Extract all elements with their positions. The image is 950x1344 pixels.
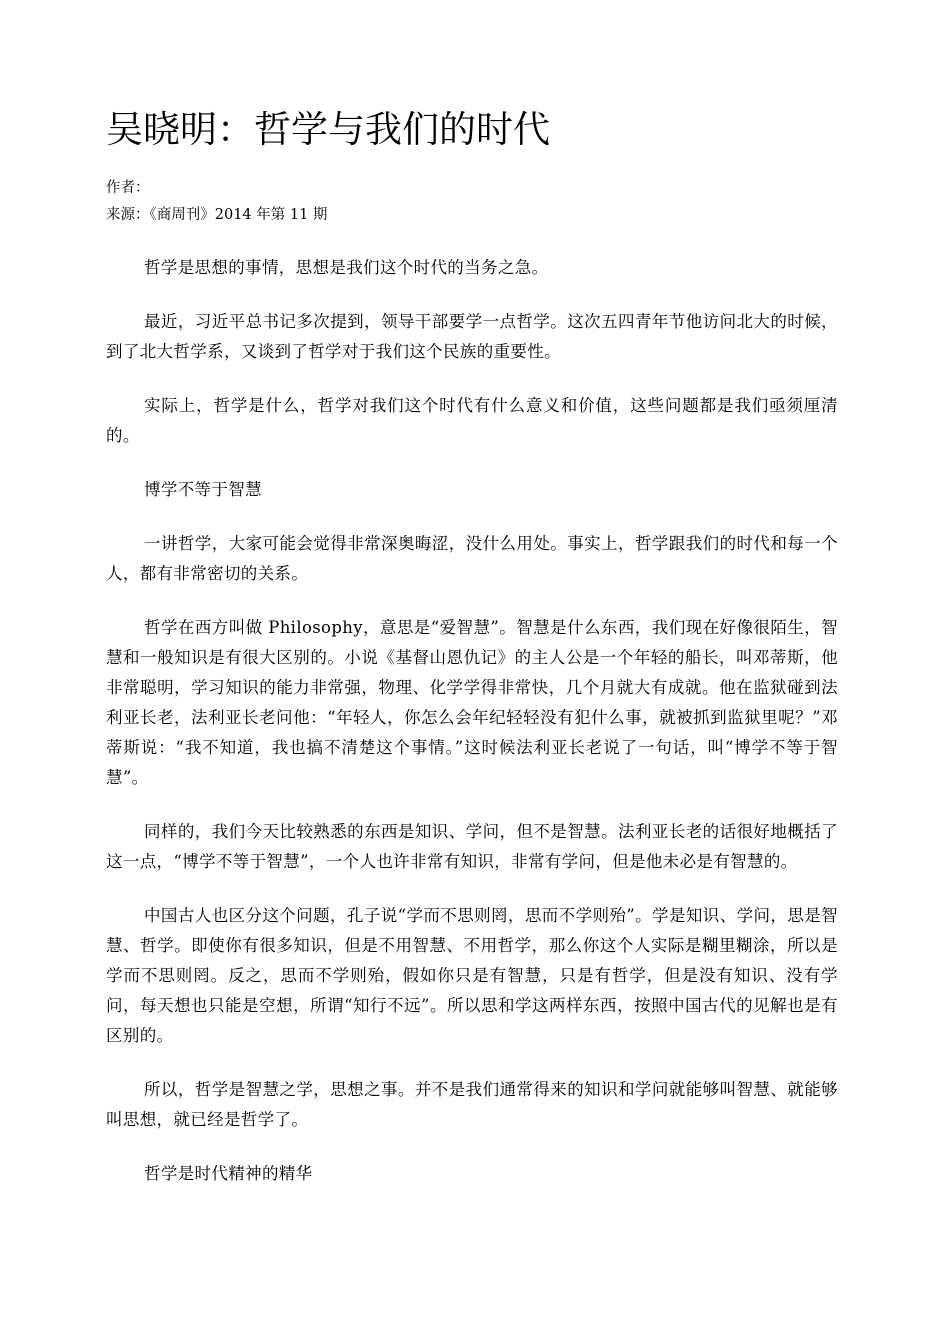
paragraph: 一讲哲学，大家可能会觉得非常深奥晦涩，没什么用处。事实上，哲学跟我们的时代和每一个人，都有非常密切的关系。 [106, 534, 838, 583]
paragraph: 同样的，我们今天比较熟悉的东西是知识、学问，但不是智慧。法利亚长老的话很好地概括了这一点，“博学不等于智慧”，一个人也许非常有知识，非常有学问，但是他未必是有智慧的。 [106, 822, 838, 871]
source-line: 来源：《商周刊》2014 年第 11 期 [106, 207, 328, 223]
article-title: 吴晓明：哲学与我们的时代 [106, 108, 550, 151]
author-line: 作者： [106, 180, 150, 196]
paragraph: 最近，习近平总书记多次提到，领导干部要学一点哲学。这次五四青年节他访问北大的时候，到了北大哲学系，又谈到了哲学对于我们这个民族的重要性。 [106, 312, 838, 361]
paragraph: 哲学在西方叫做 Philosophy，意思是“爱智慧”。智慧是什么东西，我们现在好像很陌生，智慧和一般知识是有很大区别的。小说《基督山恩仇记》的主人公是一个年轻的船长，叫邓蒂斯，他非常聪明，学习知识的能力非常强，物理、化学学得非常快，几个月就大有成就。他在监狱碰到法利亚长老，法利亚长老问他：“年轻人，你怎么会年纪轻轻没有犯什么事，就被抓到监狱里呢？”邓蒂斯说：“我不知道，我也搞不清楚这个事情。”这时候法利亚长老说了一句话，叫“博学不等于智慧”。 [106, 618, 838, 787]
paragraph: 中国古人也区分这个问题，孔子说“学而不思则罔，思而不学则殆”。学是知识、学问，思是智慧、哲学。即使你有很多知识，但是不用智慧、不用哲学，那么你这个人实际是糊里糊涂，所以是学而不思则罔。反之，思而不学则殆，假如你只是有智慧，只是有哲学，但是没有知识、没有学问，每天想也只能是空想，所谓“知行不远”。所以思和学这两样东西，按照中国古代的见解也是有区别的。 [106, 906, 838, 1045]
paragraph: 所以，哲学是智慧之学，思想之事。并不是我们通常得来的知识和学问就能够叫智慧、就能够叫思想，就已经是哲学了。 [106, 1080, 838, 1129]
section-heading: 博学不等于智慧 [144, 480, 262, 499]
section-heading: 哲学是时代精神的精华 [144, 1164, 313, 1183]
article-body [106, 253, 838, 1213]
paragraph: 实际上，哲学是什么，哲学对我们这个时代有什么意义和价值，这些问题都是我们亟须厘清的。 [106, 396, 838, 445]
paragraph: 哲学是思想的事情，思想是我们这个时代的当务之急。 [144, 258, 549, 277]
